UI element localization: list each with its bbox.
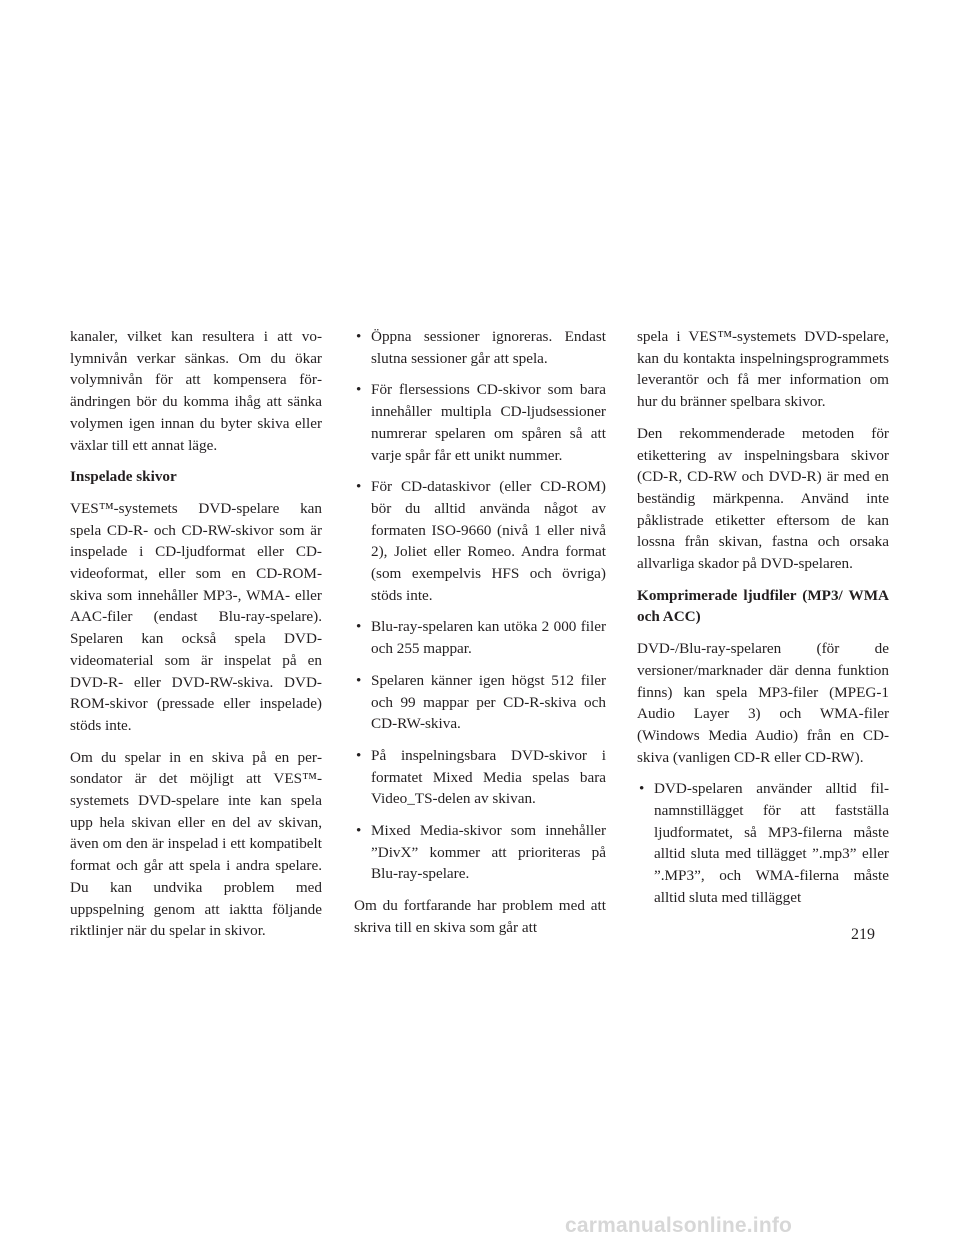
- list-item: • För flersessions CD-skivor som bara innehåller multipla CD-ljudsessioner numrerar spelaren om spåren så att varje spår får ett unikt nummer.: [354, 379, 606, 466]
- list-item: • DVD-spelaren använder alltid filnamnstillägget för att fastställa ljudformatet, så MP3-filerna måste alltid sluta med tillägget ”.mp3” eller ”.MP3”, och WMA-filerna måste alltid sluta med tillägget: [637, 778, 889, 908]
- text-column-left: [70, 326, 322, 952]
- page-number: 219: [851, 926, 875, 943]
- text-column-right: [637, 326, 889, 919]
- list-item: • Öppna sessioner ignoreras. Endast slutna sessioner går att spela.: [354, 326, 606, 369]
- paragraph-pc-recording: Om du spelar in en skiva på en persondator är det möjligt att VES™-systemets DVD-spelare inte kan spela upp hela skivan eller en del av skivan, även om den är inspelad i ett kompatibelt format och går att spela i andra spelare. Du kan undvika problem med uppspelning genom att iaktta följande riktlinjer när du spelar in skivor.: [70, 748, 322, 940]
- paragraph-still-problems: Om du fortfarande har problem med att skriva till en skiva som går att: [354, 897, 606, 936]
- list-item: • Mixed Media-skivor som innehåller ”DivX” kommer att prioriteras på Blu-ray-spelare.: [354, 820, 606, 885]
- section-heading-recorded-discs: Inspelade skivor: [70, 468, 177, 486]
- list-item: • Blu-ray-spelaren kan utöka 2 000 filer och 255 mappar.: [354, 616, 606, 659]
- paragraph-contact-vendor: spela i VES™-systemets DVD-spelare, kan du kontakta inspelningsprogrammets leverantör och få mer information om hur du bränner spelbara skivor.: [637, 328, 889, 411]
- watermark: carmanualsonline.info: [565, 1214, 793, 1237]
- audio-file-list: [637, 778, 889, 908]
- list-item: • Spelaren känner igen högst 512 filer och 99 mappar per CD-R-skiva och CD-RW-skiva.: [354, 670, 606, 735]
- text-column-middle: [354, 326, 606, 949]
- list-item: • För CD-dataskivor (eller CD-ROM) bör du alltid använda något av formaten ISO-9660 (nivå 1 eller nivå 2), Joliet eller Romeo. Andra format (som exempelvis HFS och övriga) stöds inte.: [354, 476, 606, 606]
- paragraph-labeling: Den rekommenderade metoden för etikettering av inspelningsbara skivor (CD-R, CD-RW och DVD-R) är med en beständig märkpenna. Använd inte påklistrade etiketter eftersom de kan lossna från skivan, fastna och orsaka allvarliga skador på DVD-spelaren.: [637, 424, 889, 573]
- list-item: • På inspelningsbara DVD-skivor i formatet Mixed Media spelas bara Video_TS-delen av skivan.: [354, 745, 606, 810]
- paragraph-supported-formats: VES™-systemets DVD-spelare kan spela CD-R- och CD-RW-skivor som är inspelade i CD-ljudformat eller CD-videoformat, eller som en CD-ROM-skiva som innehåller MP3-, WMA- eller AAC-filer (endast Blu-ray-spelare). Spelaren kan också spela DVD-videomaterial som är inspelat på en DVD-R- eller DVD-RW-skiva. DVD-ROM-skivor (pressade eller inspelade) stöds inte.: [70, 499, 322, 734]
- paragraph-mp3-wma-support: DVD-/Blu-ray-spelaren (för de versioner/marknader där denna funktion finns) kan spela MP3-filer (MPEG-1 Audio Layer 3) och WMA-filer (Windows Media Audio) från en CD-skiva (vanligen CD-R eller CD-RW).: [637, 640, 889, 766]
- paragraph-volume-note: kanaler, vilket kan resultera i att volymnivån verkar sänkas. Om du ökar volymnivån för att kompensera förändringen bör du komma ihåg att sänka volymen igen innan du byter skiva eller växlar till ett annat läge.: [70, 328, 322, 454]
- section-heading-compressed-audio: Komprimerade ljudfiler (MP3/ WMA och ACC): [637, 586, 889, 626]
- recording-guidelines-list: [354, 326, 606, 885]
